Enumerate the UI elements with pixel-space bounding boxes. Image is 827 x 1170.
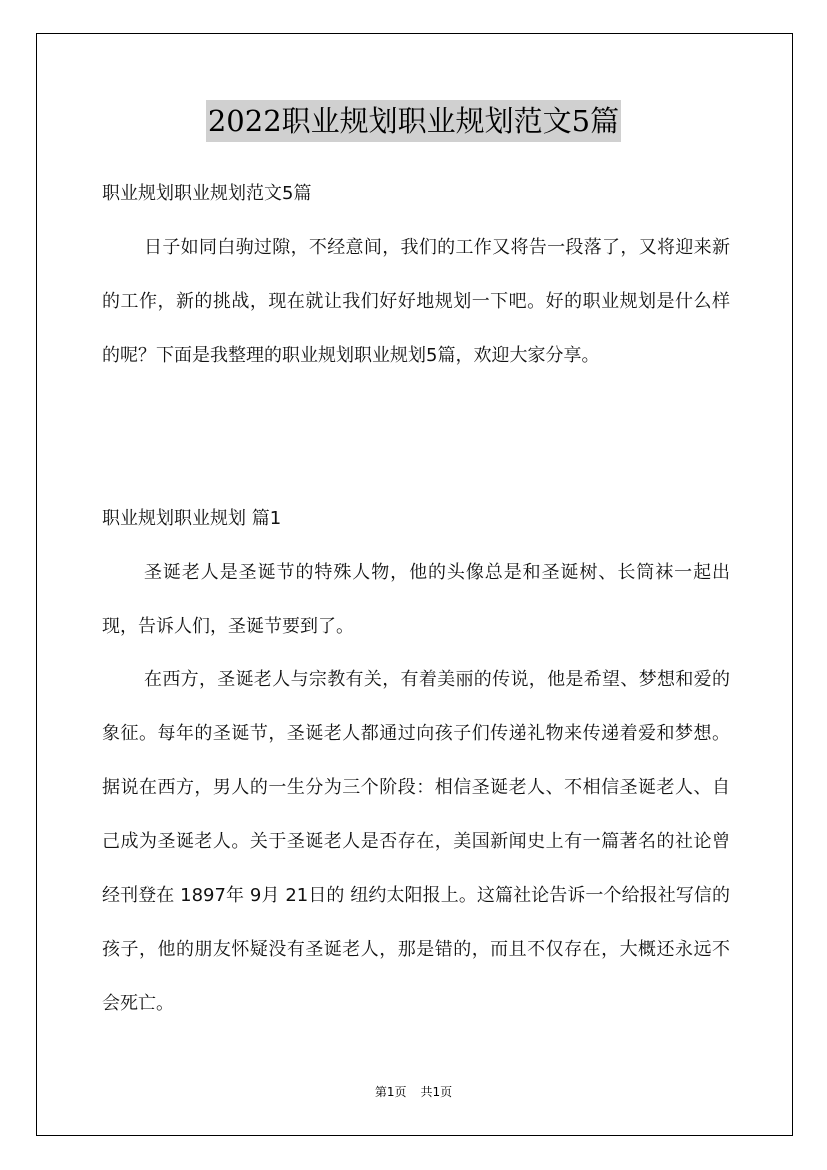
document-subtitle: 职业规划职业规划范文5篇 — [102, 183, 312, 204]
document-title: 2022职业规划职业规划范文5篇 — [206, 100, 621, 142]
page-number: 第1页 — [374, 1085, 407, 1099]
total-pages: 共1页 — [420, 1085, 453, 1099]
section-paragraph: 在西方，圣诞老人与宗教有关，有着美丽的传说，他是希望、梦想和爱的象征。每年的圣诞节，圣诞老人都通过向孩子们传递礼物来传递着爱和梦想。 据说在西方，男人的一生分为三个阶段：相信圣诞老人、不相信圣诞老人、自己成为圣诞老人。关于圣诞老人是否存在，美国新闻史上有一篇著名的社论曾经刊登在 1897年 9月 21日的 纽约太阳报上。这篇社论告诉一个给报社写信的孩子，他的朋友怀疑没有圣诞老人，那是错的，而且不仅存在，大概还永远不会死亡。 — [102, 669, 730, 1014]
intro-paragraph: 日子如同白驹过隙，不经意间，我们的工作又将告一段落了，又将迎来新的工作，新的挑战，现在就让我们好好地规划一下吧。好的职业规划是什么样的呢？下面是我整理的职业规划职业规划5篇，欢迎大家分享。 — [102, 237, 730, 366]
section-paragraph: 圣诞老人是圣诞节的特殊人物，他的头像总是和圣诞树、长筒袜一起出现，告诉人们，圣诞节要到了。 — [102, 562, 730, 637]
section-heading: 职业规划职业规划 篇1 — [102, 508, 282, 529]
page-footer — [0, 1083, 827, 1101]
title-container — [0, 100, 827, 142]
